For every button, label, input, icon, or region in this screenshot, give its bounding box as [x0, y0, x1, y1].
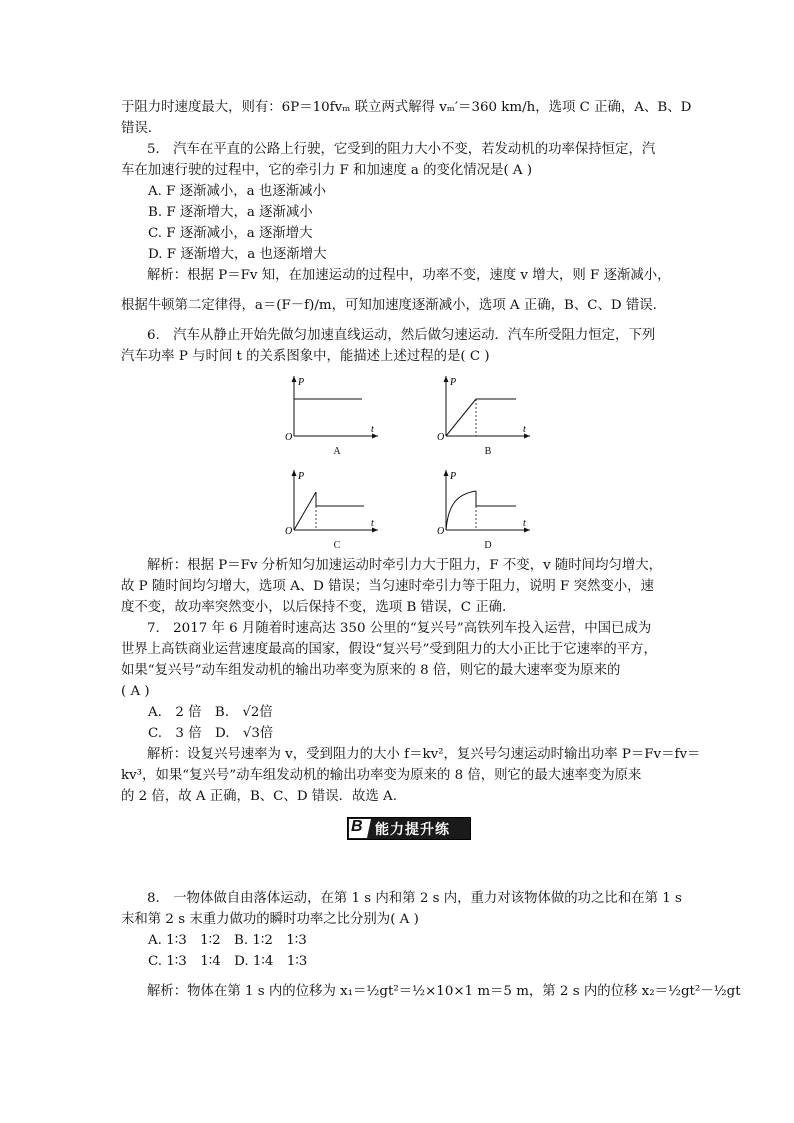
question-7-solution: kv³，如果“复兴号”动车组发动机的输出功率变为原来的 8 倍，则它的最大速率变为原来 — [121, 768, 642, 783]
graph-b-caption: B — [484, 446, 492, 457]
question-5-stem: 车在加速行驶的过程中，它的牵引力 F 和加速度 a 的变化情况是( A ) — [121, 163, 533, 178]
question-6-stem: 6. 汽车从静止开始先做匀加速直线运动，然后做匀速运动．汽车所受阻力恒定，下列 — [147, 328, 656, 343]
question-7-answer: ( A ) — [121, 684, 150, 699]
origin-label: O — [437, 432, 445, 442]
question-7-solution: 的 2 倍，故 A 正确，B、C、D 错误．故选 A. — [121, 789, 397, 804]
question-5-option-c: C. F 逐渐减小，a 逐渐增大 — [148, 226, 313, 241]
question-7-stem: 如果“复兴号”动车组发动机的输出功率变为原来的 8 倍，则它的最大速率变为原来的 — [121, 663, 621, 678]
graph-b — [434, 372, 534, 442]
p-axis-label: P — [450, 471, 457, 482]
question-5-option-a: A. F 逐渐减小，a 也逐渐减小 — [148, 184, 326, 199]
question-5-solution: 根据牛顿第二定律得，a＝(F－f)/m，可知加速度逐渐减小，选项 A 正确，B、C、D 错误. — [121, 298, 657, 313]
p-axis-label: P — [298, 471, 305, 482]
question-5-option-b: B. F 逐渐增大，a 逐渐减小 — [148, 205, 313, 220]
question-8-stem: 末和第 2 s 末重力做功的瞬时功率之比分别为( A ) — [121, 912, 419, 927]
question-7-options: A. 2 倍 B. √2倍 — [148, 705, 273, 720]
text-line: 错误. — [121, 121, 153, 136]
graph-a-caption: A — [333, 446, 341, 457]
p-axis-label: P — [298, 377, 305, 388]
question-5-stem: 5. 汽车在平直的公路上行驶，它受到的阻力大小不变，若发动机的功率保持恒定，汽 — [147, 142, 656, 157]
graph-c-caption: C — [333, 540, 341, 551]
t-axis-label: t — [371, 518, 374, 529]
question-5-option-d: D. F 逐渐增大，a 也逐渐增大 — [148, 247, 327, 262]
question-8-solution: 解析：物体在第 1 s 内的位移为 x₁＝½gt²＝½×10×1 m＝5 m，第 2 s 内的位移 x₂＝½gt²－½gt — [147, 984, 741, 999]
origin-label: O — [285, 432, 293, 442]
question-6-stem: 汽车功率 P 与时间 t 的关系图象中，能描述上述过程的是( C ) — [121, 349, 490, 364]
question-6-solution: 故 P 随时间均匀增大，选项 A、D 错误；当匀速时牵引力等于阻力，说明 F 突然变小，速 — [121, 579, 654, 594]
question-6-solution: 度不变，故功率突然变小，以后保持不变，选项 B 错误，C 正确. — [121, 600, 507, 615]
p-axis-label: P — [450, 377, 457, 388]
t-axis-label: t — [523, 518, 526, 529]
text-line: 于阻力时速度最大，则有：6P＝10fvₘ 联立两式解得 vₘ′＝360 km/h，选项 C 正确，A、B、D — [121, 100, 692, 115]
origin-label: O — [285, 526, 293, 536]
question-7-solution: 解析：设复兴号速率为 v，受到阻力的大小 f＝kv²，复兴号匀速运动时输出功率 P＝Fv＝fv＝ — [147, 747, 701, 762]
question-7-stem: 世界上高铁商业运营速度最高的国家，假设“复兴号”受到阻力的大小正比于它速率的平方， — [121, 642, 657, 657]
question-6-solution: 解析：根据 P＝Fv 分析知匀加速运动时牵引力大于阻力，F 不变，v 随时间均匀增大， — [147, 558, 663, 573]
section-banner — [347, 817, 471, 840]
question-7-options: C. 3 倍 D. √3倍 — [148, 726, 274, 741]
question-8-options: C. 1∶3 1∶4 D. 1∶4 1∶3 — [148, 954, 308, 969]
graph-a — [282, 372, 382, 442]
graph-c — [282, 466, 382, 536]
section-badge-b: B — [351, 818, 363, 835]
question-5-solution: 解析：根据 P＝Fv 知，在加速运动的过程中，功率不变，速度 v 增大，则 F 逐渐减小， — [147, 268, 671, 283]
t-axis-label: t — [371, 424, 374, 435]
graph-d — [434, 466, 534, 536]
question-7-stem: 7. 2017 年 6 月随着时速高达 350 公里的“复兴号”高铁列车投入运营，中国已成为 — [147, 621, 652, 636]
t-axis-label: t — [523, 424, 526, 435]
question-8-stem: 8. 一物体做自由落体运动，在第 1 s 内和第 2 s 内，重力对该物体做的功之比和在第 1 s — [147, 891, 682, 906]
section-title: 能力提升练 — [375, 822, 450, 838]
graph-d-caption: D — [484, 540, 492, 551]
origin-label: O — [437, 526, 445, 536]
question-8-options: A. 1∶3 1∶2 B. 1∶2 1∶3 — [148, 933, 307, 948]
